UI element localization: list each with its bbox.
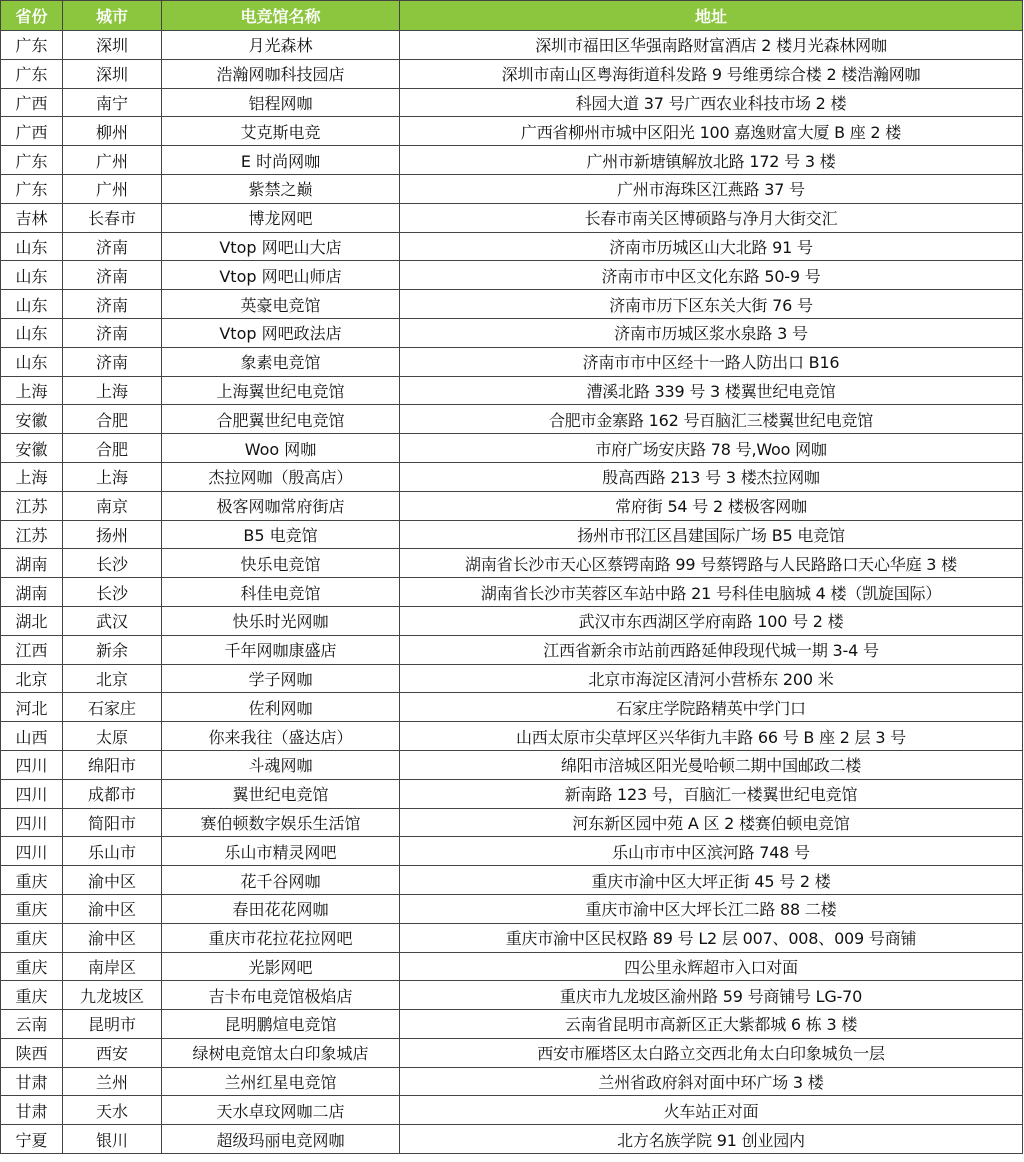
table-row (1, 664, 1023, 693)
cell-city: 九龙坡区 (63, 981, 162, 1010)
cell-venue-name: 快乐电竞馆 (162, 549, 400, 578)
cell-province: 河北 (1, 693, 63, 722)
cell-city: 济南 (63, 261, 162, 290)
cell-venue-name: B5 电竞馆 (162, 520, 400, 549)
cell-venue-name: Vtop 网吧政法店 (162, 318, 400, 347)
cell-venue-name: 象素电竞馆 (162, 347, 400, 376)
cell-province: 山东 (1, 261, 63, 290)
cell-city: 新余 (63, 635, 162, 664)
cell-address: 北京市海淀区清河小营桥东 200 米 (400, 664, 1023, 693)
cell-venue-name: 乐山市精灵网吧 (162, 837, 400, 866)
cell-venue-name: Woo 网咖 (162, 434, 400, 463)
table-row (1, 462, 1023, 491)
cell-address: 深圳市南山区粤海街道科发路 9 号维勇综合楼 2 楼浩瀚网咖 (400, 59, 1023, 88)
cell-address: 重庆市渝中区民权路 89 号 L2 层 007、008、009 号商铺 (400, 923, 1023, 952)
cell-venue-name: 光影网吧 (162, 952, 400, 981)
cell-venue-name: 科佳电竞馆 (162, 578, 400, 607)
cell-province: 陕西 (1, 1038, 63, 1067)
cell-address: 山西太原市尖草坪区兴华街九丰路 66 号 B 座 2 层 3 号 (400, 722, 1023, 751)
table-row (1, 894, 1023, 923)
cell-address: 湖南省长沙市芙蓉区车站中路 21 号科佳电脑城 4 楼（凯旋国际） (400, 578, 1023, 607)
table-row (1, 347, 1023, 376)
table-row (1, 750, 1023, 779)
cell-venue-name: 杰拉网咖（殷高店） (162, 462, 400, 491)
cell-province: 吉林 (1, 203, 63, 232)
cell-venue-name: 重庆市花拉花拉网吧 (162, 923, 400, 952)
table-row (1, 866, 1023, 895)
cell-address: 济南市市中区文化东路 50-9 号 (400, 261, 1023, 290)
cell-venue-name: 赛伯顿数字娱乐生活馆 (162, 808, 400, 837)
cell-venue-name: 佐利网咖 (162, 693, 400, 722)
table-row (1, 722, 1023, 751)
cell-city: 南岸区 (63, 952, 162, 981)
cell-province: 江苏 (1, 520, 63, 549)
cell-province: 山东 (1, 290, 63, 319)
cell-city: 合肥 (63, 434, 162, 463)
cell-address: 重庆市渝中区大坪长江二路 88 二楼 (400, 894, 1023, 923)
cell-address: 扬州市邗江区昌建国际广场 B5 电竞馆 (400, 520, 1023, 549)
cell-province: 重庆 (1, 894, 63, 923)
cell-address: 漕溪北路 339 号 3 楼翼世纪电竞馆 (400, 376, 1023, 405)
cell-city: 济南 (63, 290, 162, 319)
cell-city: 昆明市 (63, 1010, 162, 1039)
cell-province: 重庆 (1, 866, 63, 895)
cell-city: 长沙 (63, 578, 162, 607)
table-row (1, 405, 1023, 434)
cell-address: 西安市雁塔区太白路立交西北角太白印象城负一层 (400, 1038, 1023, 1067)
cell-province: 广东 (1, 31, 63, 60)
table-row (1, 520, 1023, 549)
cell-venue-name: 极客网咖常府街店 (162, 491, 400, 520)
cell-city: 济南 (63, 232, 162, 261)
cell-province: 四川 (1, 750, 63, 779)
cell-venue-name: 浩瀚网咖科技园店 (162, 59, 400, 88)
cell-city: 成都市 (63, 779, 162, 808)
cell-province: 江西 (1, 635, 63, 664)
table-row (1, 491, 1023, 520)
cell-address: 绵阳市涪城区阳光曼哈顿二期中国邮政二楼 (400, 750, 1023, 779)
cell-address: 市府广场安庆路 78 号,Woo 网咖 (400, 434, 1023, 463)
cell-address: 广州市新塘镇解放北路 172 号 3 楼 (400, 146, 1023, 175)
cell-province: 山西 (1, 722, 63, 751)
cell-address: 深圳市福田区华强南路财富酒店 2 楼月光森林网咖 (400, 31, 1023, 60)
cell-address: 火车站正对面 (400, 1096, 1023, 1125)
cell-venue-name: 超级玛丽电竞网咖 (162, 1125, 400, 1154)
cell-venue-name: 学子网咖 (162, 664, 400, 693)
cell-venue-name: 博龙网吧 (162, 203, 400, 232)
cell-province: 广西 (1, 117, 63, 146)
table-row (1, 59, 1023, 88)
header-province: 省份 (1, 1, 63, 31)
cell-venue-name: 兰州红星电竞馆 (162, 1067, 400, 1096)
cell-province: 重庆 (1, 923, 63, 952)
cell-province: 山东 (1, 347, 63, 376)
cell-venue-name: 艾克斯电竞 (162, 117, 400, 146)
cell-venue-name: E 时尚网咖 (162, 146, 400, 175)
cell-venue-name: 春田花花网咖 (162, 894, 400, 923)
cell-city: 深圳 (63, 59, 162, 88)
cell-venue-name: 翼世纪电竞馆 (162, 779, 400, 808)
cell-city: 广州 (63, 174, 162, 203)
cell-city: 简阳市 (63, 808, 162, 837)
cell-address: 石家庄学院路精英中学门口 (400, 693, 1023, 722)
cell-city: 北京 (63, 664, 162, 693)
cell-city: 长沙 (63, 549, 162, 578)
table-row (1, 203, 1023, 232)
cell-city: 西安 (63, 1038, 162, 1067)
cell-city: 石家庄 (63, 693, 162, 722)
cell-province: 上海 (1, 376, 63, 405)
cell-address: 云南省昆明市高新区正大紫都城 6 栋 3 楼 (400, 1010, 1023, 1039)
cell-city: 乐山市 (63, 837, 162, 866)
cell-province: 广西 (1, 88, 63, 117)
cell-venue-name: 花千谷网咖 (162, 866, 400, 895)
cell-address: 济南市历城区山大北路 91 号 (400, 232, 1023, 261)
cell-address: 重庆市九龙坡区渝州路 59 号商铺号 LG-70 (400, 981, 1023, 1010)
cell-address: 殷高西路 213 号 3 楼杰拉网咖 (400, 462, 1023, 491)
cell-province: 安徽 (1, 434, 63, 463)
cell-province: 广东 (1, 174, 63, 203)
table-row (1, 693, 1023, 722)
cell-province: 安徽 (1, 405, 63, 434)
cell-address: 湖南省长沙市天心区蔡锷南路 99 号蔡锷路与人民路路口天心华庭 3 楼 (400, 549, 1023, 578)
table-row (1, 434, 1023, 463)
cell-province: 四川 (1, 808, 63, 837)
cell-address: 武汉市东西湖区学府南路 100 号 2 楼 (400, 606, 1023, 635)
cell-city: 广州 (63, 146, 162, 175)
table-row (1, 606, 1023, 635)
table-row (1, 174, 1023, 203)
cell-city: 渝中区 (63, 923, 162, 952)
table-row (1, 837, 1023, 866)
cell-city: 柳州 (63, 117, 162, 146)
cell-province: 广东 (1, 146, 63, 175)
cell-address: 新南路 123 号，百脑汇一楼翼世纪电竞馆 (400, 779, 1023, 808)
cell-province: 山东 (1, 318, 63, 347)
table-row (1, 808, 1023, 837)
cell-address: 济南市历城区浆水泉路 3 号 (400, 318, 1023, 347)
cell-city: 上海 (63, 462, 162, 491)
cell-province: 湖南 (1, 549, 63, 578)
cell-venue-name: 合肥翼世纪电竞馆 (162, 405, 400, 434)
table-row (1, 146, 1023, 175)
cell-address: 科园大道 37 号广西农业科技市场 2 楼 (400, 88, 1023, 117)
cell-city: 南宁 (63, 88, 162, 117)
table-row (1, 779, 1023, 808)
cell-city: 兰州 (63, 1067, 162, 1096)
cell-venue-name: 吉卡布电竞馆极焰店 (162, 981, 400, 1010)
table-row (1, 635, 1023, 664)
cell-city: 扬州 (63, 520, 162, 549)
cell-city: 南京 (63, 491, 162, 520)
cell-venue-name: 昆明鹏煊电竞馆 (162, 1010, 400, 1039)
cell-city: 长春市 (63, 203, 162, 232)
cell-address: 重庆市渝中区大坪正街 45 号 2 楼 (400, 866, 1023, 895)
cell-province: 宁夏 (1, 1125, 63, 1154)
cell-venue-name: 铝程网咖 (162, 88, 400, 117)
cell-city: 银川 (63, 1125, 162, 1154)
cell-province: 重庆 (1, 981, 63, 1010)
cell-address: 广西省柳州市城中区阳光 100 嘉逸财富大厦 B 座 2 楼 (400, 117, 1023, 146)
table-row (1, 376, 1023, 405)
cell-address: 河东新区园中苑 A 区 2 楼赛伯顿电竞馆 (400, 808, 1023, 837)
cell-venue-name: 斗魂网咖 (162, 750, 400, 779)
table-row (1, 981, 1023, 1010)
cell-city: 深圳 (63, 31, 162, 60)
cell-venue-name: 上海翼世纪电竞馆 (162, 376, 400, 405)
cell-venue-name: 绿树电竞馆太白印象城店 (162, 1038, 400, 1067)
cell-province: 云南 (1, 1010, 63, 1039)
cell-address: 合肥市金寨路 162 号百脑汇三楼翼世纪电竞馆 (400, 405, 1023, 434)
table-row (1, 318, 1023, 347)
cell-city: 济南 (63, 347, 162, 376)
cell-address: 长春市南关区博硕路与净月大街交汇 (400, 203, 1023, 232)
cell-venue-name: 快乐时光网咖 (162, 606, 400, 635)
cell-city: 天水 (63, 1096, 162, 1125)
table-row (1, 290, 1023, 319)
cell-province: 上海 (1, 462, 63, 491)
cell-venue-name: 紫禁之巅 (162, 174, 400, 203)
table-body (1, 31, 1023, 1154)
cell-address: 乐山市市中区滨河路 748 号 (400, 837, 1023, 866)
table-row (1, 232, 1023, 261)
cell-venue-name: 月光森林 (162, 31, 400, 60)
table-row (1, 261, 1023, 290)
cell-province: 甘肃 (1, 1067, 63, 1096)
cell-province: 湖南 (1, 578, 63, 607)
cell-city: 渝中区 (63, 894, 162, 923)
table-header-row (1, 1, 1023, 31)
cell-city: 上海 (63, 376, 162, 405)
table-row (1, 1067, 1023, 1096)
cell-address: 济南市历下区东关大街 76 号 (400, 290, 1023, 319)
cell-address: 北方名族学院 91 创业园内 (400, 1125, 1023, 1154)
cell-city: 太原 (63, 722, 162, 751)
table-row (1, 1125, 1023, 1154)
cell-address: 兰州省政府斜对面中环广场 3 楼 (400, 1067, 1023, 1096)
cell-address: 四公里永辉超市入口对面 (400, 952, 1023, 981)
table-row (1, 1038, 1023, 1067)
header-city: 城市 (63, 1, 162, 31)
cell-city: 合肥 (63, 405, 162, 434)
table-row (1, 1096, 1023, 1125)
cell-address: 常府街 54 号 2 楼极客网咖 (400, 491, 1023, 520)
table-row (1, 117, 1023, 146)
table-row (1, 31, 1023, 60)
table-row (1, 952, 1023, 981)
table-row (1, 88, 1023, 117)
table-row (1, 578, 1023, 607)
cell-venue-name: 英豪电竞馆 (162, 290, 400, 319)
cell-province: 山东 (1, 232, 63, 261)
cell-address: 江西省新余市站前西路延伸段现代城一期 3-4 号 (400, 635, 1023, 664)
cell-address: 济南市市中区经十一路人防出口 B16 (400, 347, 1023, 376)
cell-city: 渝中区 (63, 866, 162, 895)
cell-province: 江苏 (1, 491, 63, 520)
cell-province: 四川 (1, 779, 63, 808)
cell-province: 重庆 (1, 952, 63, 981)
cell-province: 甘肃 (1, 1096, 63, 1125)
cell-province: 北京 (1, 664, 63, 693)
cell-venue-name: 你来我往（盛达店） (162, 722, 400, 751)
table-row (1, 1010, 1023, 1039)
cell-province: 四川 (1, 837, 63, 866)
cell-city: 绵阳市 (63, 750, 162, 779)
cell-venue-name: 千年网咖康盛店 (162, 635, 400, 664)
table-row (1, 923, 1023, 952)
cell-venue-name: 天水卓玟网咖二店 (162, 1096, 400, 1125)
header-venue-name: 电竞馆名称 (162, 1, 400, 31)
cell-venue-name: Vtop 网吧山大店 (162, 232, 400, 261)
cell-city: 济南 (63, 318, 162, 347)
cell-address: 广州市海珠区江燕路 37 号 (400, 174, 1023, 203)
cell-venue-name: Vtop 网吧山师店 (162, 261, 400, 290)
cell-city: 武汉 (63, 606, 162, 635)
cell-province: 湖北 (1, 606, 63, 635)
header-address: 地址 (400, 1, 1023, 31)
cell-province: 广东 (1, 59, 63, 88)
table-row (1, 549, 1023, 578)
